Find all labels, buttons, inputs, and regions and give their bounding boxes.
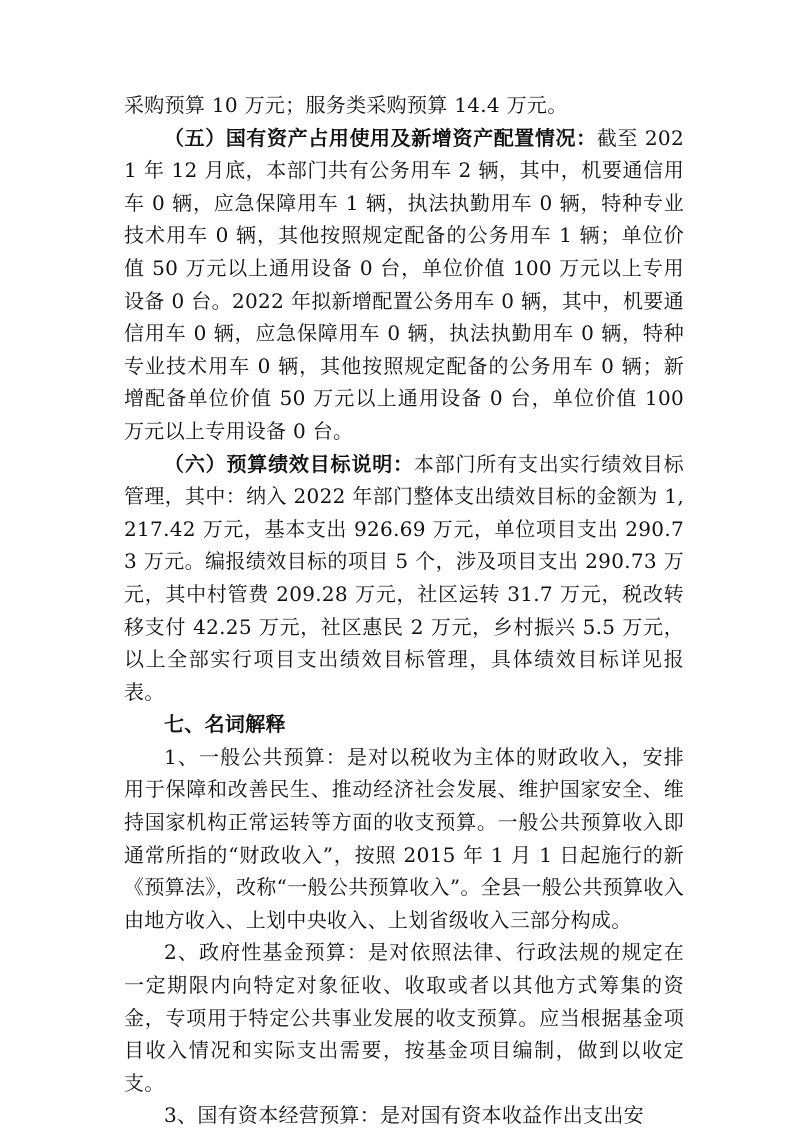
paragraph-term-fund-budget: [124, 936, 684, 1099]
paragraph-text: 本部门所有支出实行绩效目标管理，其中：纳入 2022 年部门整体支出绩效目标的金额为 1,217.42 万元，基本支出 926.69 万元，单位项目支出 290.73 万元。编报绩效目标的项目 5 个，涉及项目支出 290.73 万元，其中村管费 209.28 万元，社区运转 31.7 万元，税改转移支付 42.25 万元，社区惠民 2 万元，乡村振兴 5.5 万元，以上全部实行项目支出绩效目标管理，具体绩效目标详见报表。: [124, 451, 684, 704]
section-heading-six: （六）预算绩效目标说明：: [164, 451, 414, 476]
paragraph-asset-allocation: [124, 122, 684, 448]
paragraph-term-state-capital-budget: [124, 1099, 684, 1132]
paragraph-text: 截至 2021 年 12 月底，本部门共有公务用车 2 辆，其中，机要通信用车 0 辆，应急保障用车 1 辆，执法执勤用车 0 辆，特种专业技术用车 0 辆，其他按照规定配备的公务用车 1 辆；单位价值 50 万元以上通用设备 0 台，单位价值 100 万元以上专用设备 0 台。2022 年拟新增配置公务用车 0 辆，其中，机要通信用车 0 辆，应急保障用车 0 辆，执法执勤用车 0 辆，特种专业技术用车 0 辆，其他按照规定配备的公务用车 0 辆；新增配备单位价值 50 万元以上通用设备 0 台，单位价值 100 万元以上专用设备 0 台。: [124, 125, 684, 443]
section-title-glossary: [124, 708, 684, 741]
paragraph-text: 2、政府性基金预算：是对依照法律、行政法规的规定在一定期限内向特定对象征收、收取或者以其他方式筹集的资金，专项用于特定公共事业发展的收支预算。应当根据基金项目收入情况和实际支出需要，按基金项目编制，做到以收定支。: [124, 940, 684, 1095]
paragraph-text: 1、一般公共预算：是对以税收为主体的财政收入，安排用于保障和改善民生、推动经济社会发展、维护国家安全、维持国家机构正常运转等方面的收支预算。一般公共预算收入即通常所指的“财政收入”，按照 2015 年 1 月 1 日起施行的新《预算法》，改称“一般公共预算收入”。全县一般公共预算收入由地方收入、上划中央收入、上划省级收入三部分构成。: [124, 744, 684, 932]
section-heading-five: （五）国有资产占用使用及新增资产配置情况：: [164, 125, 597, 150]
paragraph-procurement-tail: [124, 89, 684, 122]
section-heading-seven: 七、名词解释: [164, 712, 286, 737]
document-body: [124, 89, 684, 1132]
paragraph-term-general-budget: [124, 741, 684, 937]
paragraph-text: 3、国有资本经营预算：是对国有资本收益作出支出安: [164, 1103, 644, 1128]
paragraph-text: 采购预算 10 万元；服务类采购预算 14.4 万元。: [124, 93, 568, 117]
paragraph-performance-goals: [124, 448, 684, 709]
